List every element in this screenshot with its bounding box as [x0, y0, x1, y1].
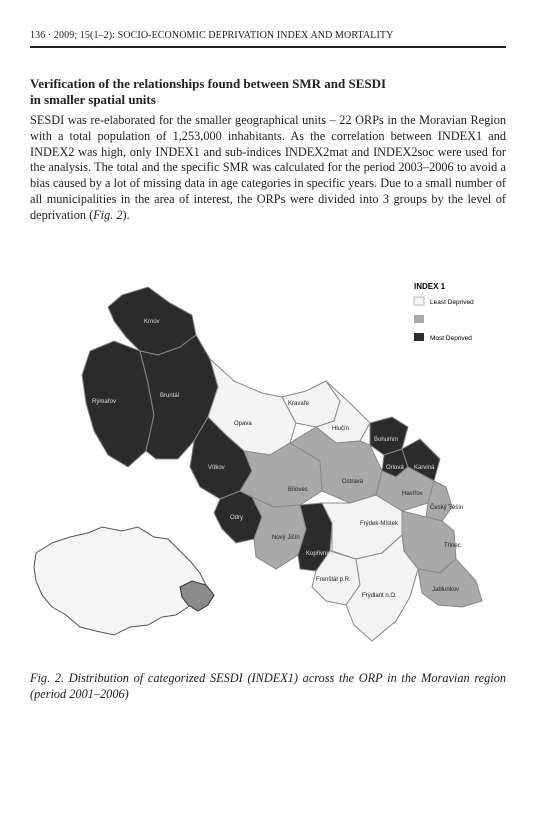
legend-title: INDEX 1	[414, 282, 446, 291]
label-odry: Odry	[230, 515, 244, 521]
label-cesky-tesin: Český Těšín	[430, 505, 464, 511]
label-koprivnice: Kopřivnice	[306, 551, 335, 557]
label-opava: Opava	[234, 421, 252, 427]
legend-swatch-middle	[414, 315, 424, 323]
label-frydek-mistek: Frýdek-Místek	[360, 521, 399, 527]
label-ostrava: Ostrava	[342, 479, 364, 485]
figure-caption: Fig. 2. Distribution of categorized SESDI (INDEX1) across the ORP in the Moravian region (period 2001–2006)	[30, 671, 506, 701]
label-krnov: Krnov	[144, 319, 160, 325]
label-havirov: Havířov	[402, 491, 423, 497]
label-karvina: Karviná	[414, 465, 435, 471]
section-title-line-2: in smaller spatial units	[30, 92, 156, 107]
label-bruntal: Bruntál	[160, 393, 180, 399]
label-orlova: Orlová	[386, 465, 404, 471]
body-text: SESDI was re-elaborated for the smaller geographical units – 22 ORPs in the Moravian Region with a total population of 1,253,000 inhabitants. As the correlation between INDEX1 and INDEX2 was high, only INDEX1 and sub-indices INDEX2mat and INDEX2soc were used for the analysis. The total and the specific SMR was calculated for the period 2003–2006 to avoid a bias caused by a lot of missing data in age categories in specific years. Due to a small number of all municipalities in the area of interest, the ORPs were divided into 3 groups by the level of deprivation (	[30, 113, 506, 222]
label-trinec: Třinec	[444, 543, 461, 549]
legend-swatch-most	[414, 333, 424, 341]
label-bohumin: Bohumín	[374, 437, 399, 443]
header-rule	[30, 46, 506, 48]
label-rymarov: Rýmařov	[92, 399, 117, 405]
map-svg	[30, 255, 506, 650]
legend-swatch-least	[414, 297, 424, 305]
legend-label-most: Most Deprived	[430, 335, 472, 342]
label-frenstat: Frenštát p.R.	[316, 577, 351, 583]
running-header: 136 · 2009; 15(1–2): SOCIO-ECONOMIC DEPRIVATION INDEX AND MORTALITY	[30, 30, 394, 41]
figure-map	[30, 255, 506, 650]
body-paragraph	[30, 113, 506, 224]
label-novy-jicin: Nový Jičín	[272, 535, 300, 541]
label-frydlant: Frýdlant n.O.	[362, 593, 397, 599]
section-title	[30, 76, 506, 108]
czech-outline	[34, 527, 206, 635]
label-vitkov: Vítkov	[208, 465, 225, 471]
czech-inset-map	[34, 527, 214, 635]
figure-reference: Fig. 2	[93, 207, 123, 222]
legend-label-least: Least Deprived	[430, 299, 474, 306]
label-hlucin: Hlučín	[332, 426, 350, 432]
map-legend	[414, 282, 474, 342]
label-kravare: Kravaře	[288, 401, 310, 407]
section-title-line-1: Verification of the relationships found between SMR and SESDI	[30, 76, 387, 91]
region-novy-jicin	[252, 497, 306, 569]
label-jablunkov: Jablunkov	[432, 587, 460, 593]
body-text-end: ).	[122, 207, 130, 222]
label-bilovec: Bílovec	[288, 487, 308, 493]
